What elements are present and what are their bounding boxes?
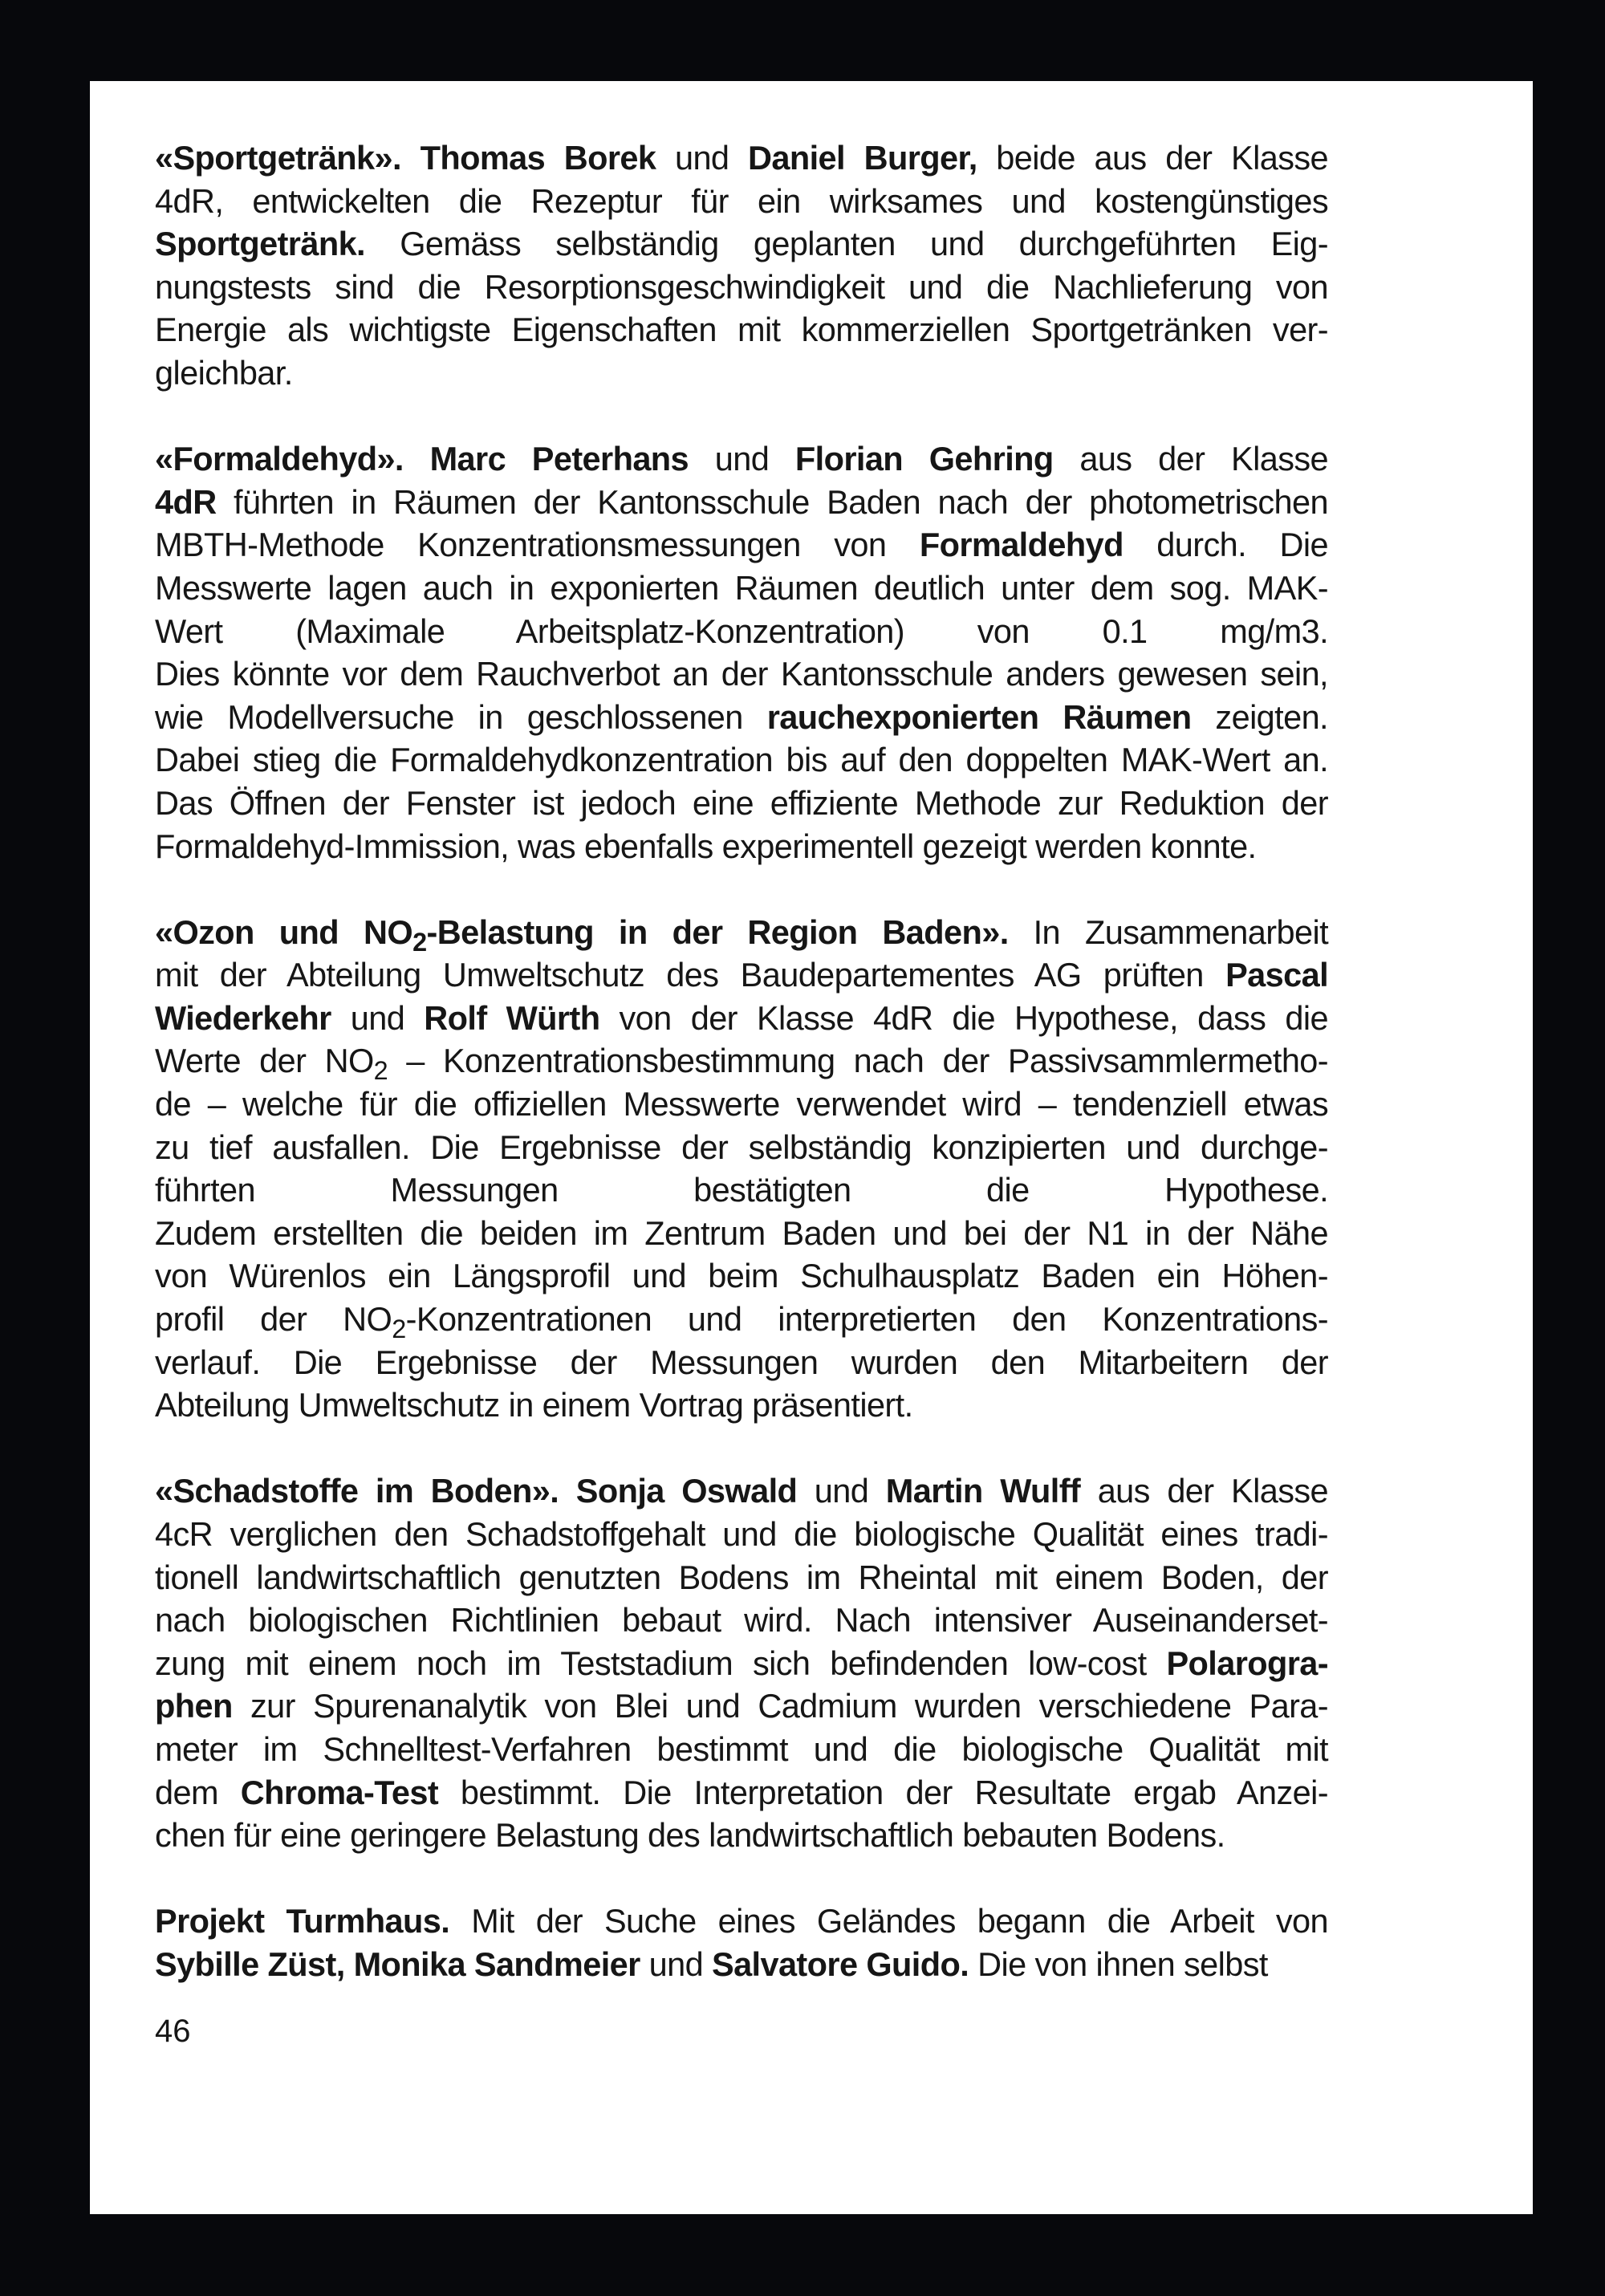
text-line: nach biologischen Richtlinien bebaut wird. Nach intensiver Auseinanderset-	[155, 1601, 1328, 1640]
text-line: «Ozon und $NO_2$-Belastung in der Region Baden». In Zusammenarbeit	[155, 912, 1328, 957]
text-line: Formaldehyd-Immission, was ebenfalls experimentell gezeigt werden konnte.	[155, 827, 1257, 865]
text-line: gleichbar.	[155, 353, 293, 392]
section-projekt-turmhaus	[155, 1900, 1328, 1985]
text-line: Energie als wichtigste Eigenschaften mit kommerziellen Sportgetränken ver-	[155, 311, 1328, 349]
text-line: «Sportgetränk». Thomas Borek und Daniel Burger, beide aus der Klasse	[155, 139, 1328, 177]
text-line: phen zur Spurenanalytik von Blei und Cadmium wurden verschiedene Para-	[155, 1687, 1328, 1725]
section-sportgetraenk	[155, 136, 1328, 395]
text-line: Sybille Züst, Monika Sandmeier und Salvatore Guido. Die von ihnen selbst	[155, 1944, 1268, 1983]
text-line: Abteilung Umweltschutz in einem Vortrag präsentiert.	[155, 1386, 913, 1424]
text-line: Wiederkehr und Rolf Würth von der Klasse 4dR die Hypothese, dass die	[155, 998, 1328, 1037]
text-line: 4dR, entwickelten die Rezeptur für ein wirksames und kostengünstiges	[155, 181, 1328, 220]
text-line: wie Modellversuche in geschlossenen rauchexponierten Räumen zeigten.	[155, 697, 1328, 736]
text-line: Werte der $NO_2$ – Konzentrationsbestimmung nach der Passivsammlermetho-	[155, 1042, 1328, 1086]
text-line: zung mit einem noch im Teststadium sich befindenden low-cost Polarogra-	[155, 1644, 1328, 1682]
text-line: Wert (Maximale Arbeitsplatz-Konzentration) von 0.1 mg/m3.	[155, 612, 1328, 650]
text-line: «Formaldehyd». Marc Peterhans und Florian Gehring aus der Klasse	[155, 440, 1329, 478]
text-line: mit der Abteilung Umweltschutz des Baudepartementes AG prüften Pascal	[155, 956, 1328, 994]
text-line: nungstests sind die Resorptionsgeschwindigkeit und die Nachlieferung von	[155, 267, 1328, 306]
text-line: dem Chroma-Test bestimmt. Die Interpretation der Resultate ergab Anzei-	[155, 1773, 1328, 1811]
section-schadstoffe-boden	[155, 1469, 1328, 1856]
text-line: Dabei stieg die Formaldehydkonzentration bis auf den doppelten MAK-Wert an.	[155, 741, 1328, 779]
text-line: Dies könnte vor dem Rauchverbot an der Kantonsschule anders gewesen sein,	[155, 655, 1328, 693]
text-line: Das Öffnen der Fenster ist jedoch eine effiziente Methode zur Reduktion der	[155, 783, 1328, 822]
text-line: Projekt Turmhaus. Mit der Suche eines Geländes begann die Arbeit von	[155, 1902, 1328, 1940]
text-line: tionell landwirtschaftlich genutzten Bodens im Rheintal mit einem Boden, der	[155, 1558, 1328, 1596]
text-line: meter im Schnelltest-Verfahren bestimmt und die biologische Qualität mit	[155, 1729, 1328, 1768]
text-line: von Würenlos ein Längsprofil und beim Schulhausplatz Baden ein Höhen-	[155, 1257, 1328, 1295]
text-line: «Schadstoffe im Boden». Sonja Oswald und Martin Wulff aus der Klasse	[155, 1472, 1329, 1510]
text-line: 4dR führten in Räumen der Kantonsschule Baden nach der photometrischen	[155, 482, 1328, 521]
text-line: führten Messungen bestätigten die Hypothese.	[155, 1171, 1328, 1209]
text-line: Zudem erstellten die beiden im Zentrum Baden und bei der N1 in der Nähe	[155, 1213, 1328, 1252]
page-body	[155, 136, 1328, 1986]
text-line: Messwerte lagen auch in exponierten Räumen deutlich unter dem sog. MAK-	[155, 568, 1328, 607]
text-line: chen für eine geringere Belastung des landwirtschaftlich bebauten Bodens.	[155, 1816, 1225, 1855]
text-line: MBTH-Methode Konzentrationsmessungen von Formaldehyd durch. Die	[155, 526, 1328, 564]
text-line: Sportgetränk. Gemäss selbständig geplanten und durchgeführten Eig-	[155, 225, 1328, 263]
page-number: 46	[155, 2014, 191, 2049]
text-line: de – welche für die offiziellen Messwerte verwendet wird – tendenziell etwas	[155, 1085, 1328, 1124]
text-line: profil der $NO_2$-Konzentrationen und interpretierten den Konzentrations-	[155, 1300, 1328, 1344]
section-formaldehyd	[155, 437, 1328, 868]
text-line: zu tief ausfallen. Die Ergebnisse der selbständig konzipierten und durchge-	[155, 1128, 1328, 1166]
section-ozon-no2	[155, 911, 1328, 1427]
text-line: 4cR verglichen den Schadstoffgehalt und die biologische Qualität eines tradi-	[155, 1515, 1328, 1553]
text-line: verlauf. Die Ergebnisse der Messungen wurden den Mitarbeitern der	[155, 1343, 1328, 1381]
